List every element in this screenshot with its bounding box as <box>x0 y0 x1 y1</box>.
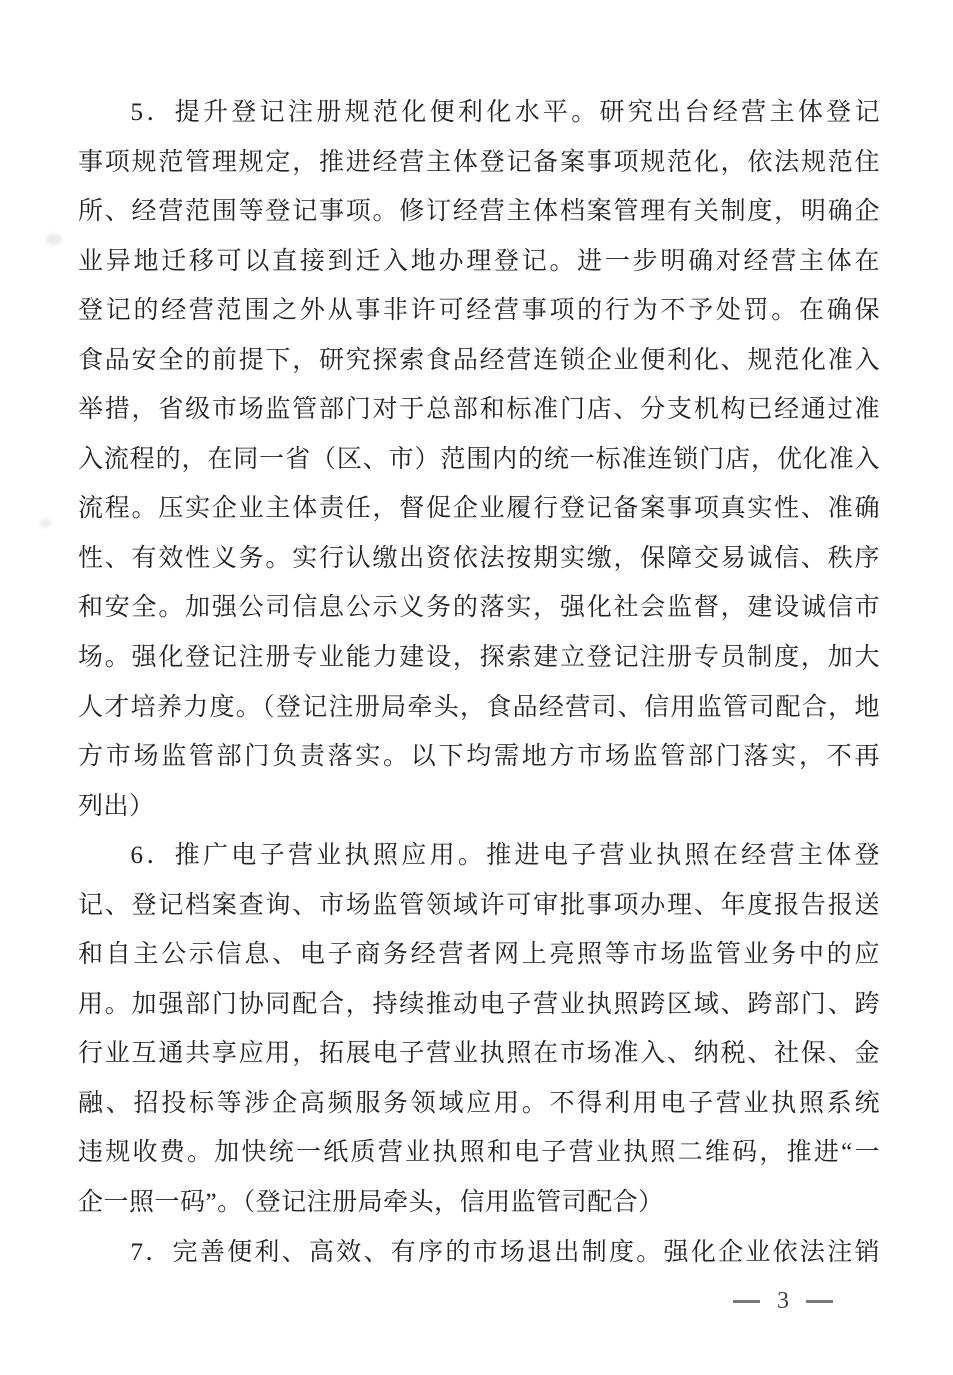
scan-artifact <box>46 234 62 245</box>
text-line: 性、有效性义务。实行认缴出资依法按期实缴，保障交易诚信、秩序 <box>78 544 880 572</box>
page-number-dash-left <box>733 1300 760 1303</box>
text-line: 方市场监管部门负责落实。以下均需地方市场监管部门落实，不再 <box>78 743 880 771</box>
paragraph-item-7 <box>78 1228 880 1278</box>
text-line: 入流程的，在同一省（区、市）范围内的统一标准连锁门店，优化准入 <box>78 445 880 473</box>
text-line: 业异地迁移可以直接到迁入地办理登记。进一步明确对经营主体在 <box>78 247 880 275</box>
paragraph-item-6 <box>78 831 880 1227</box>
text-line: 和自主公示信息、电子商务经营者网上亮照等市场监管业务中的应 <box>78 941 880 969</box>
text-line: 食品安全的前提下，研究探索食品经营连锁企业便利化、规范化准入 <box>78 346 880 374</box>
text-line: 违规收费。加快统一纸质营业执照和电子营业执照二维码，推进“一 <box>78 1139 880 1167</box>
text-line: 行业互通共享应用，拓展电子营业执照在市场准入、纳税、社保、金 <box>78 1040 880 1068</box>
text-line: 用。加强部门协同配合，持续推动电子营业执照跨区域、跨部门、跨 <box>78 990 880 1018</box>
scan-artifact <box>40 520 51 527</box>
text-line: 7．完善便利、高效、有序的市场退出制度。强化企业依法注销 <box>130 1238 880 1266</box>
page-number-dash-right <box>806 1300 833 1303</box>
text-line: 举措，省级市场监管部门对于总部和标准门店、分支机构已经通过准 <box>78 396 880 424</box>
document-body <box>78 88 880 1277</box>
text-line: 记、登记档案查询、市场监管领域许可审批事项办理、年度报告报送 <box>78 891 880 919</box>
text-line: 融、招投标等涉企高频服务领域应用。不得利用电子营业执照系统 <box>78 1089 880 1117</box>
text-line: 人才培养力度。（登记注册局牵头，食品经营司、信用监管司配合，地 <box>78 693 880 721</box>
text-line: 流程。压实企业主体责任，督促企业履行登记备案事项真实性、准确 <box>78 495 880 523</box>
page-number <box>733 1286 833 1316</box>
text-line: 所、经营范围等登记事项。修订经营主体档案管理有关制度，明确企 <box>78 198 880 226</box>
text-line: 登记的经营范围之外从事非许可经营事项的行为不予处罚。在确保 <box>78 297 880 325</box>
text-line: 和安全。加强公司信息公示义务的落实，强化社会监督，建设诚信市 <box>78 594 880 622</box>
text-line: 事项规范管理规定，推进经营主体登记备案事项规范化，依法规范住 <box>78 148 880 176</box>
text-line: 6．推广电子营业执照应用。推进电子营业执照在经营主体登 <box>130 842 880 870</box>
paragraph-item-5 <box>78 88 880 831</box>
text-line: 5．提升登记注册规范化便利化水平。研究出台经营主体登记 <box>130 99 880 126</box>
text-line: 列出） <box>78 792 155 820</box>
text-line: 场。强化登记注册专业能力建设，探索建立登记注册专员制度，加大 <box>78 644 880 672</box>
text-line: 企一照一码”。（登记注册局牵头，信用监管司配合） <box>78 1189 664 1217</box>
page-number-value: 3 <box>777 1288 789 1314</box>
